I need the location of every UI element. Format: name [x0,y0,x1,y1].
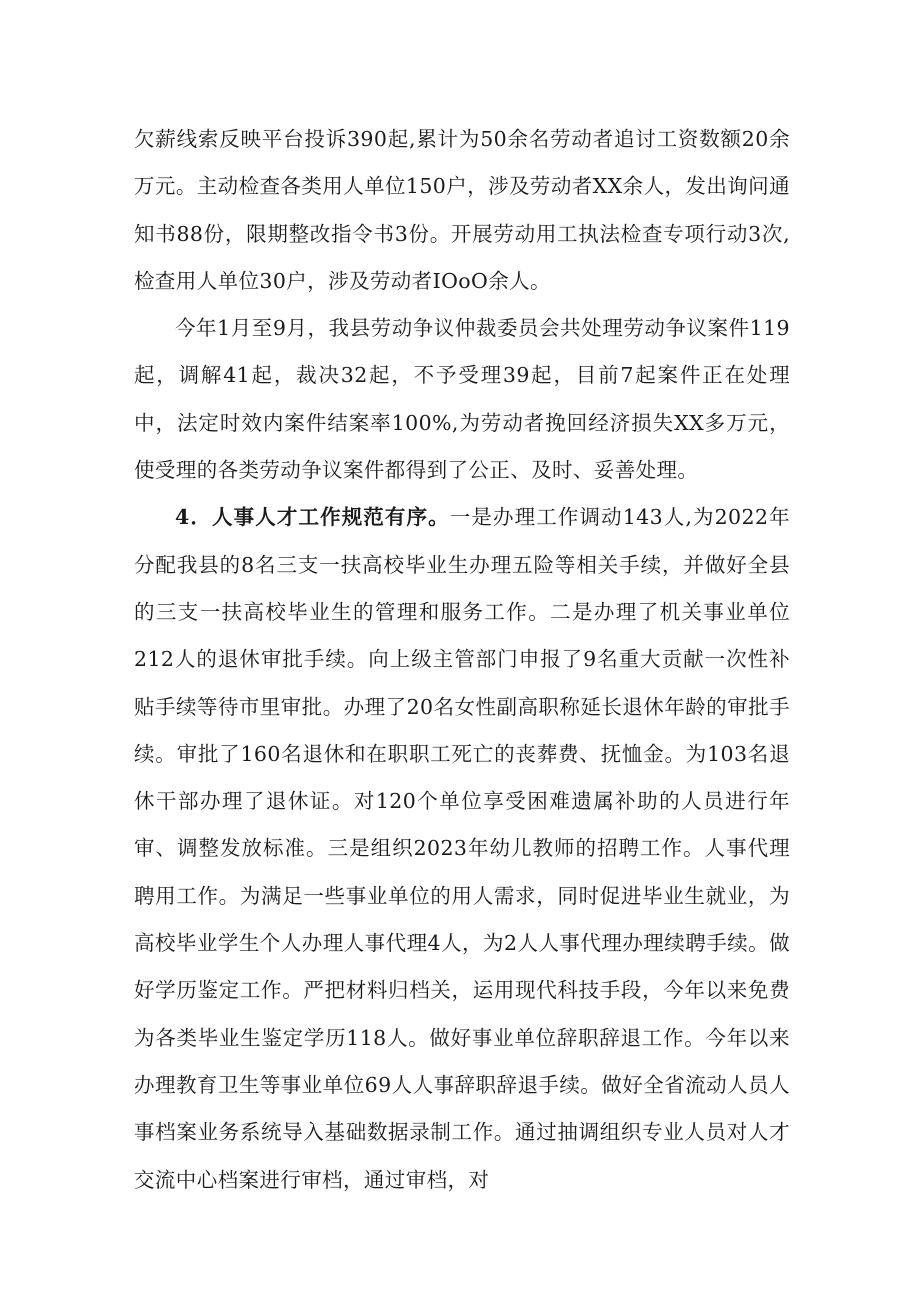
paragraph-personnel-work [134,494,790,1203]
body-text [134,116,790,1204]
paragraph-labor-arbitration [134,305,790,494]
section-heading: 4．人事人才工作规范有序。 [175,505,450,530]
paragraph-text: 今年1月至9月，我县劳动争议仲裁委员会共处理劳动争议案件119起，调解41起，裁决32起，不予受理39起，目前7起案件正在处理中，法定时效内案件结案率100%,为劳动者挽回经济损失XX多万元，使受理的各类劳动争议案件都得到了公正、及时、妥善处理。 [134,316,790,483]
paragraph-wage-arrears [134,116,790,305]
paragraph-text: 一是办理工作调动143人,为2022年分配我县的8名三支一扶高校毕业生办理五险等相关手续，并做好全县的三支一扶高校毕业生的管理和服务工作。二是办理了机关事业单位212人的退休审批手续。向上级主管部门申报了9名重大贡献一次性补贴手续等待市里审批。办理了20名女性副高职称延长退休年龄的审批手续。审批了160名退休和在职职工死亡的丧葬费、抚恤金。为103名退休干部办理了退休证。对120个单位享受困难遗属补助的人员进行年审、调整发放标准。三是组织2023年幼儿教师的招聘工作。人事代理聘用工作。为满足一些事业单位的用人需求，同时促进毕业生就业，为高校毕业学生个人办理人事代理4人，为2人人事代理办理续聘手续。做好学历鉴定工作。严把材料归档关，运用现代科技手段，今年以来免费为各类毕业生鉴定学历118人。做好事业单位辞职辞退工作。今年以来办理教育卫生等事业单位69人人事辞职辞退手续。做好全省流动人员人事档案业务系统导入基础数据录制工作。通过抽调组织专业人员对人才交流中心档案进行审档，通过审档，对 [134,505,791,1192]
paragraph-text: 欠薪线索反映平台投诉390起,累计为50余名劳动者追讨工资数额20余万元。主动检查各类用人单位150户，涉及劳动者XX余人，发出询问通知书88份，限期整改指令书3份。开展劳动用工执法检查专项行动3次,检查用人单位30户，涉及劳动者IOoO余人。 [134,127,790,293]
